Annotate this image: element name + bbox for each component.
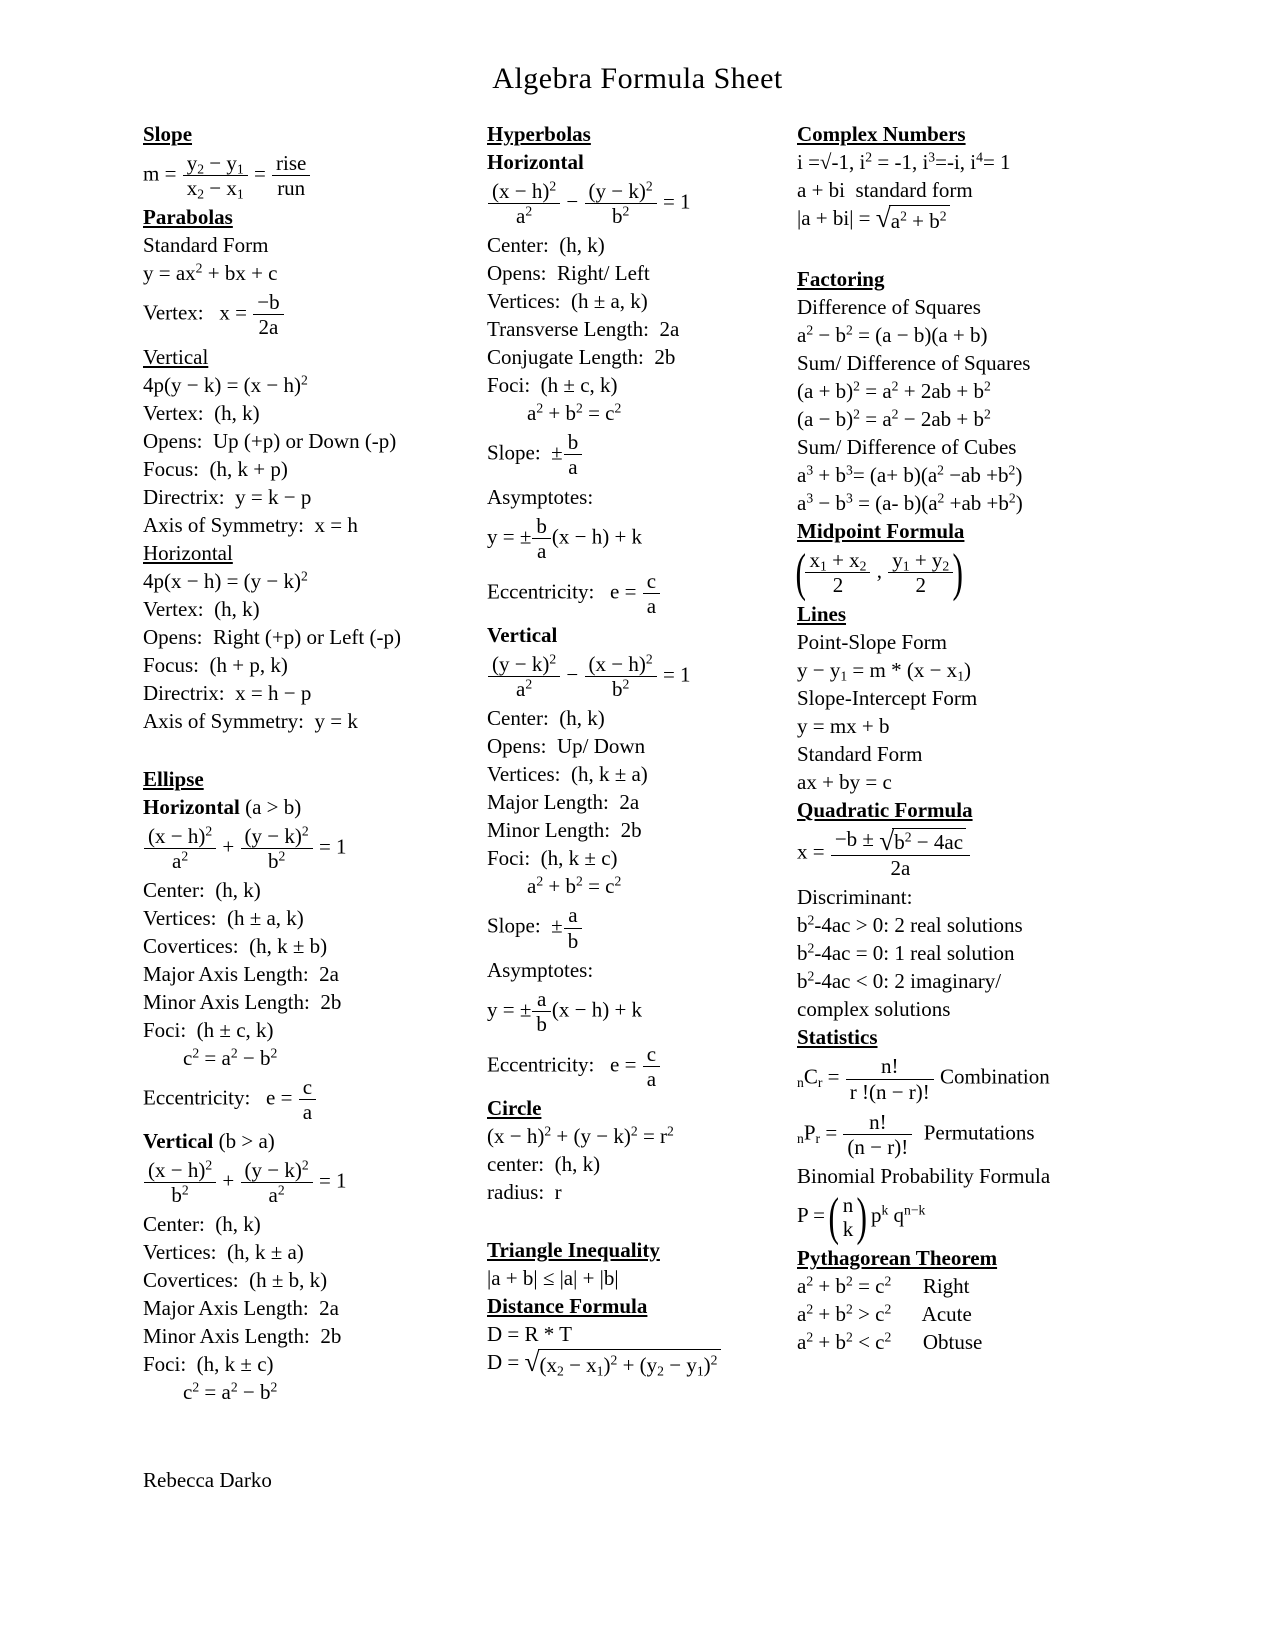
- formula-line: ( $\frac{x_1 + x_2}{2}$ , $\frac{y_1 + y_2}{2}$ ): [795, 543, 964, 602]
- formula-line: $a^3 + b^3= (a+ b)(a^2 -ab +b^2)$: [797, 462, 1023, 488]
- fraction: $\frac{c}{a}$: [299, 1075, 316, 1124]
- formula-line: Vertices: (h ± a, k): [487, 289, 648, 314]
- formula-line: |a + b| ≤ |a| + |b|: [487, 1266, 619, 1291]
- fraction: $\frac{(x - h)^2}{b^2}$: [144, 1158, 216, 1207]
- section-circle: [487, 1094, 797, 1206]
- formula-line: Sum/ Difference of Cubes: [797, 435, 1017, 460]
- fraction: $\frac{a}{b}$: [532, 987, 551, 1036]
- fraction: $\frac{c}{a}$: [643, 1042, 660, 1091]
- formula-line: Vertices: (h ± a, k): [143, 905, 304, 930]
- formula-line: Eccentricity: e = $\frac{c}{a}$: [487, 566, 797, 621]
- formula-line: Eccentricity: e = $\frac{c}{a}$: [143, 1072, 487, 1127]
- formula-line: Vertex: x = $\frac{-b}{2a}$: [143, 287, 487, 342]
- content-columns: [0, 96, 1275, 1406]
- fraction: $\frac{(y - k)^2}{a^2}$: [488, 652, 560, 701]
- formula-line: radius: r: [487, 1180, 562, 1205]
- formula-line: Foci: (h, k ± c): [143, 1352, 274, 1377]
- formula-line: Vertices: (h, k ± a): [143, 1240, 304, 1265]
- formula-line: $a^2 - b^2 = (a - b)(a + b)$: [797, 322, 988, 348]
- formula-line: y = mx + b: [797, 714, 890, 739]
- formula-line: Transverse Length: 2a: [487, 317, 680, 342]
- formula-line: Major Axis Length: 2a: [143, 1296, 339, 1321]
- formula-line: Vertex: (h, k): [143, 596, 260, 621]
- column-left: [143, 120, 487, 1406]
- formula-line: Center: (h, k): [143, 1212, 261, 1237]
- formula-line: m = $\frac{y_2 - y_1}{x_2 - x_1}$ = $\frac{\text{rise}}{\text{run}}$: [143, 148, 487, 203]
- formula-line: Directrix: y = k − p: [143, 484, 312, 509]
- formula-line: Conjugate Length: 2b: [487, 345, 676, 370]
- formula-line: Foci: (h, k ± c): [487, 846, 618, 871]
- formula-line: $(a - b)^2 = a^2 - 2ab + b^2$: [797, 406, 991, 432]
- formula-line: $a^2 + b^2 > c^2$ Acute: [797, 1301, 972, 1327]
- formula-line: Vertical: [143, 344, 209, 369]
- formula-line: Slope-Intercept Form: [797, 686, 978, 711]
- formula-line: Foci: (h ± c, k): [143, 1017, 274, 1042]
- section-heading: Circle: [487, 1096, 542, 1121]
- fraction: $\frac{(y - k)^2}{b^2}$: [241, 824, 313, 873]
- fraction: $\frac{b}{a}$: [532, 514, 551, 563]
- formula-line: $c^2 = a^2 - b^2$: [183, 1045, 278, 1070]
- section-triangle-inequality: [487, 1236, 797, 1292]
- section-heading: Ellipse: [143, 766, 204, 791]
- formula-line: $\frac{(y - k)^2}{a^2}$ − $\frac{(x - h)^2}{b^2}$ = 1: [487, 649, 797, 704]
- section-heading: Parabolas: [143, 205, 233, 230]
- formula-line: complex solutions: [797, 997, 951, 1022]
- formula-line: $\frac{(x - h)^2}{a^2}$ + $\frac{(y - k)^2}{b^2}$ = 1: [143, 821, 487, 876]
- formula-line: Discriminant:: [797, 885, 913, 910]
- formula-line: $c^2 = a^2 - b^2$: [183, 1379, 278, 1405]
- formula-line: Standard Form: [797, 742, 923, 767]
- formula-line: $y = ax^2$ + bx + c: [143, 260, 278, 286]
- author-name: Rebecca Darko: [143, 1468, 272, 1492]
- section-ellipse: [143, 765, 487, 1407]
- formula-line: |a + bi| = √ $a^2 + b^2$: [797, 204, 1227, 235]
- section-heading: Statistics: [797, 1025, 878, 1050]
- formula-line: Slope: ± $\frac{b}{a}$: [487, 427, 797, 482]
- fraction: $\frac{y_1 + y_2}{2}$: [888, 548, 953, 597]
- formula-line: ax + by = c: [797, 770, 892, 795]
- formula-line: Binomial Probability Formula: [797, 1164, 1051, 1188]
- formula-line: y = ± $\frac{b}{a}$ (x − h) + k: [487, 513, 643, 563]
- fraction: $\frac{(x - h)^2}{b^2}$: [585, 652, 657, 701]
- formula-line: Slope: ± $\frac{a}{b}$: [487, 900, 797, 955]
- formula-line: $(x - h)^2 + (y - k)^2 = r^2$: [487, 1123, 674, 1149]
- formula-line: Asymptotes:: [487, 957, 594, 982]
- radical: √ $b^2 - 4ac$: [879, 828, 966, 855]
- formula-line: center: (h, k): [487, 1152, 601, 1177]
- section-parabolas: [143, 203, 487, 734]
- formula-line: Directrix: x = h − p: [143, 680, 312, 705]
- section-heading: Pythagorean Theorem: [797, 1246, 998, 1271]
- section-factoring: [797, 265, 1227, 517]
- formula-line: Point-Slope Form: [797, 630, 947, 655]
- formula-line: Horizontal (a > b): [143, 794, 302, 819]
- fraction: $\frac{-b}{2a}$: [253, 290, 283, 339]
- formula-line: Covertices: (h, k ± b): [143, 933, 328, 958]
- formula-line: Opens: Right (+p) or Left (-p): [143, 624, 401, 649]
- section-statistics: [797, 1023, 1227, 1244]
- formula-line: $_nP_r$ = $\frac{n!}{(n - r)!}$ Permutations: [797, 1109, 1035, 1159]
- section-heading: Triangle Inequality: [487, 1238, 660, 1263]
- formula-line: Center: (h, k): [143, 877, 261, 902]
- formula-line: Minor Axis Length: 2b: [143, 989, 342, 1014]
- formula-line: Opens: Up (+p) or Down (-p): [143, 428, 397, 453]
- formula-line: i =√-1, $i^2 = -1$, $i^3=-i$, $i^4= 1$: [797, 149, 1011, 174]
- fraction: $\frac{\text{rise}}{\text{run}}$: [272, 151, 310, 200]
- section-heading: Lines: [797, 602, 847, 627]
- formula-line: Major Axis Length: 2a: [143, 961, 339, 986]
- formula-line: Difference of Squares: [797, 295, 981, 320]
- page-title: Algebra Formula Sheet: [492, 62, 783, 95]
- formula-line: Minor Axis Length: 2b: [143, 1324, 342, 1349]
- formula-line: Eccentricity: e = $\frac{c}{a}$: [487, 1039, 797, 1094]
- formula-line: Center: (h, k): [487, 706, 605, 731]
- formula-line: $a^2 + b^2 = c^2$ Right: [797, 1273, 970, 1299]
- formula-line: Axis of Symmetry: y = k: [143, 708, 358, 733]
- formula-line: $b^2-4ac > 0$: 2 real solutions: [797, 912, 1023, 938]
- fraction: $\frac{(y - k)^2}{a^2}$: [241, 1158, 313, 1207]
- formula-line: Vertical (b > a): [143, 1129, 275, 1154]
- formula-line: Opens: Right/ Left: [487, 261, 650, 286]
- formula-line: $b^2-4ac = 0$: 1 real solution: [797, 940, 1015, 966]
- section-quadratic-formula: [797, 796, 1227, 1023]
- formula-line: Foci: (h ± c, k): [487, 373, 618, 398]
- big-paren-close: ): [952, 543, 964, 602]
- formula-line: Center: (h, k): [487, 233, 605, 258]
- formula-line: $\frac{(x - h)^2}{a^2}$ − $\frac{(y - k)^2}{b^2}$ = 1: [487, 176, 797, 231]
- formula-line: $a^2 + b^2 = c^2$: [527, 400, 622, 426]
- radical: √ $(x_2 - x_1)^2 + (y_2 - y_1)^2$: [525, 1349, 721, 1379]
- section-heading: Complex Numbers: [797, 122, 966, 146]
- formula-line: Minor Length: 2b: [487, 818, 642, 843]
- big-paren-close: ): [856, 1187, 868, 1246]
- section-lines: [797, 600, 1227, 796]
- section-heading: Midpoint Formula: [797, 519, 965, 544]
- formula-line: $a^2 + b^2 < c^2$ Obtuse: [797, 1329, 983, 1355]
- formula-line: $a^2 + b^2 = c^2$: [527, 873, 622, 899]
- fraction: $\frac{b}{a}$: [564, 430, 583, 479]
- formula-line: Covertices: (h ± b, k): [143, 1268, 328, 1293]
- section-distance-formula: [487, 1292, 797, 1379]
- binomial-coefficient: n k: [842, 1193, 854, 1242]
- section-hyperbolas: [487, 120, 797, 1094]
- fraction: $\frac{a}{b}$: [564, 903, 583, 952]
- formula-line: Sum/ Difference of Squares: [797, 351, 1031, 376]
- section-heading: Quadratic Formula: [797, 798, 973, 823]
- fraction: $\frac{(x - h)^2}{a^2}$: [488, 179, 560, 228]
- column-right: [797, 120, 1227, 1356]
- formula-line: Standard Form: [143, 233, 269, 258]
- section-complex-numbers: [797, 120, 1227, 235]
- formula-line: $\frac{(x - h)^2}{b^2}$ + $\frac{(y - k)^2}{a^2}$ = 1: [143, 1155, 487, 1210]
- formula-line: $4p(x - h) = (y - k)^2$: [143, 568, 308, 593]
- fraction: $\frac{y_2 - y_1}{x_2 - x_1}$: [183, 151, 248, 200]
- formula-line: Vertices: (h, k ± a): [487, 762, 648, 787]
- section-pythagorean-theorem: [797, 1244, 1227, 1356]
- formula-line: Horizontal: [143, 540, 233, 565]
- formula-line: Focus: (h + p, k): [143, 652, 288, 677]
- big-paren-open: (: [828, 1187, 840, 1246]
- formula-line: Vertical: [487, 623, 558, 648]
- section-heading: Slope: [143, 122, 193, 146]
- section-heading: Distance Formula: [487, 1294, 648, 1319]
- section-midpoint-formula: [797, 517, 1227, 600]
- column-middle: [487, 120, 797, 1379]
- fraction: $\frac{n!}{r !(n - r)!}$: [846, 1054, 934, 1103]
- formula-line: D = R * T: [487, 1322, 572, 1347]
- fraction: $\frac{c}{a}$: [643, 569, 660, 618]
- fraction: $\frac{(x - h)^2}{a^2}$: [144, 824, 216, 873]
- section-heading: Factoring: [797, 267, 885, 292]
- formula-line: x = −b ± √ $b^2 - 4ac$ 2a: [797, 824, 1227, 883]
- formula-line: Axis of Symmetry: x = h: [143, 512, 358, 537]
- formula-line: $y - y_1 = m * (x - x_1)$: [797, 658, 972, 684]
- formula-line: Focus: (h, k + p): [143, 456, 288, 481]
- formula-line: Asymptotes:: [487, 484, 594, 509]
- formula-line: Major Length: 2a: [487, 790, 640, 815]
- radical: √ $a^2 + b^2$: [876, 205, 950, 235]
- fraction: $\frac{(y - k)^2}{b^2}$: [585, 179, 657, 228]
- fraction: $\frac{x_1 + x_2}{2}$: [805, 548, 870, 597]
- formula-line: a + bi standard form: [797, 178, 973, 202]
- formula-line: $(a + b)^2 = a^2 + 2ab + b^2$: [797, 378, 991, 404]
- formula-line: Opens: Up/ Down: [487, 734, 646, 759]
- fraction: $\frac{n!}{(n - r)!}$: [843, 1110, 912, 1159]
- formula-line: $b^2-4ac < 0$: 2 imaginary/: [797, 968, 1002, 994]
- formula-line: $_nC_r$ = $\frac{n!}{r !(n - r)!}$ Combination: [797, 1054, 1050, 1104]
- formula-line: y = ± $\frac{a}{b}$ (x − h) + k: [487, 986, 643, 1036]
- section-heading: Hyperbolas: [487, 122, 591, 146]
- section-slope: [143, 120, 487, 203]
- fraction: −b ± √ $b^2 - 4ac$ 2a: [831, 827, 970, 880]
- formula-line: $a^3 - b^3 = (a-$ $b)(a^2 +ab +b^2)$: [797, 490, 1023, 516]
- formula-line: Horizontal: [487, 150, 584, 174]
- formula-line: D = √ $(x_2 - x_1)^2 + (y_2 - y_1)^2$: [487, 1348, 797, 1379]
- big-paren-open: (: [795, 543, 806, 602]
- formula-line: Vertex: (h, k): [143, 400, 260, 425]
- formula-line: $4p(y - k) = (x - h)^2$: [143, 372, 308, 397]
- formula-line: P = ( n k ) $p^k$ $q^{n-k}$: [797, 1187, 926, 1246]
